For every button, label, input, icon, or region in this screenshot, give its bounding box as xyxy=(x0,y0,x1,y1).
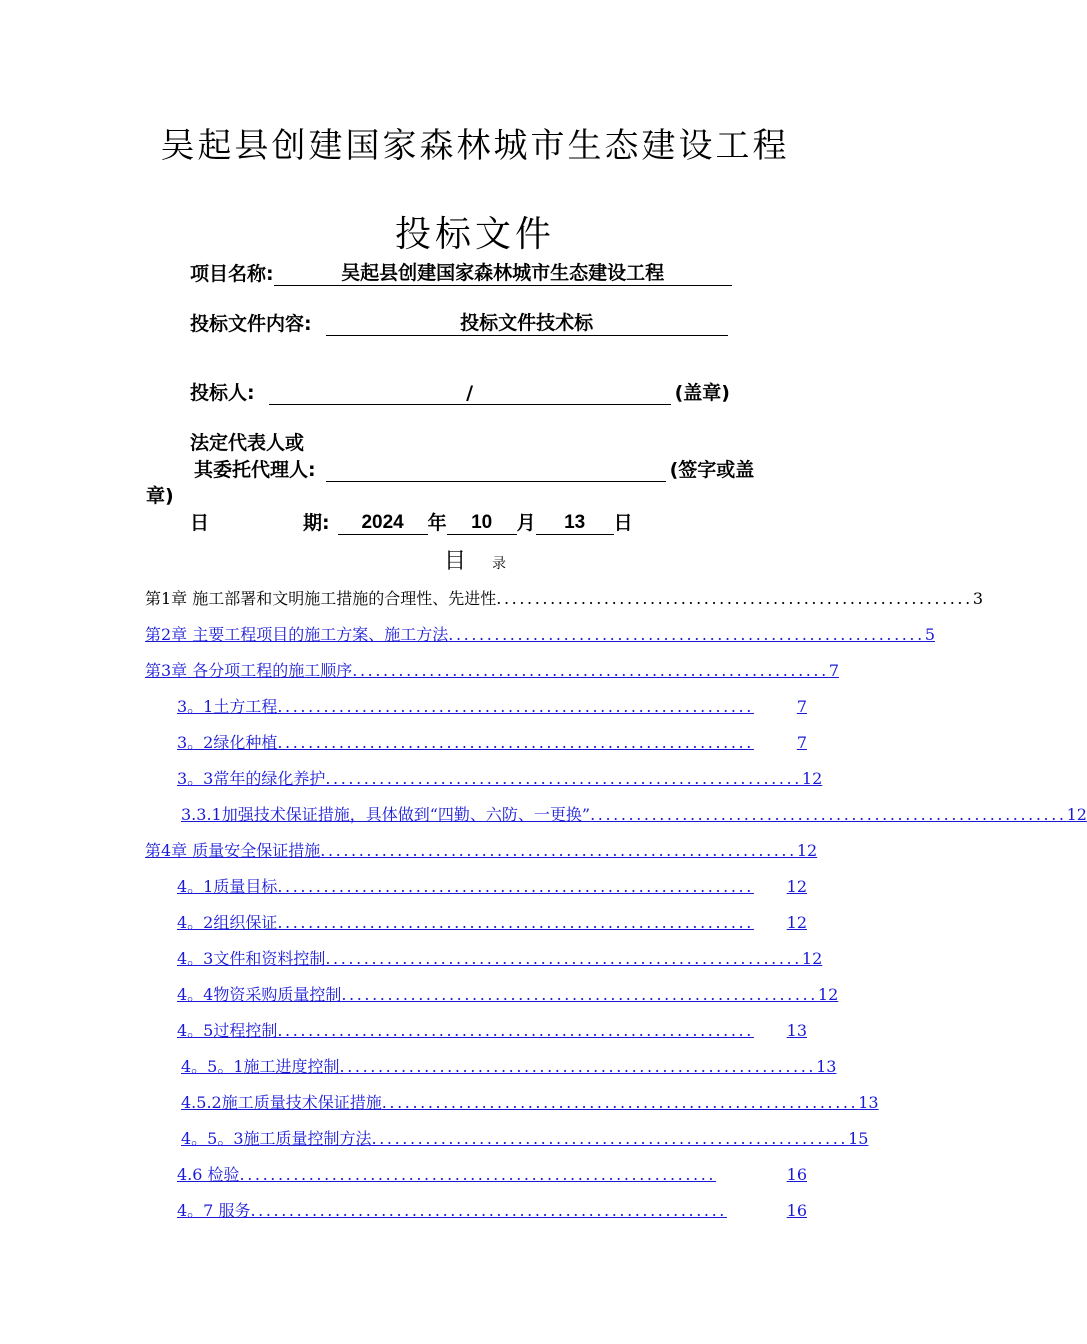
toc-item-text: 3。1土方工程 xyxy=(177,697,278,716)
toc-leader-dots: .............................................................. xyxy=(320,841,797,860)
toc-leader-dots: .............................................................. xyxy=(448,625,925,644)
toc-item-page: 13 xyxy=(786,1021,807,1040)
toc-item-page: 12 xyxy=(817,985,839,1004)
toc-item-page: 12 xyxy=(801,949,823,968)
toc-item-text: 3。2绿化种植 xyxy=(177,733,278,752)
toc-item-text: 4。3文件和资料控制 xyxy=(177,949,326,968)
toc-leader-dots: .............................................................. xyxy=(277,877,754,896)
toc-item-text: 第3章 各分项工程的施工顺序 xyxy=(145,661,353,680)
toc-item-text: 4。2组织保证 xyxy=(177,913,278,932)
date-label-b: 期: xyxy=(303,512,330,534)
toc-item-page: 12 xyxy=(796,841,818,860)
toc-item-page: 15 xyxy=(848,1129,869,1148)
toc-item-ch1[interactable] xyxy=(145,586,983,610)
toc-item-text: 4。7 服务 xyxy=(177,1201,251,1220)
toc-item-page: 16 xyxy=(786,1201,807,1220)
bid-content-label: 投标文件内容: xyxy=(190,313,312,335)
toc-leader-dots: .............................................................. xyxy=(352,661,829,680)
toc-item-4-6[interactable] xyxy=(177,1162,807,1186)
toc-item-4-3[interactable] xyxy=(177,946,823,970)
toc-heading-big: 目 xyxy=(443,549,466,574)
toc-leader-dots: .............................................................. xyxy=(325,769,802,788)
toc-item-page: 5 xyxy=(924,625,935,644)
toc-leader-dots: .............................................................. xyxy=(239,1165,717,1184)
toc-item-4-5-1[interactable] xyxy=(181,1054,837,1078)
bidder-label: 投标人: xyxy=(190,382,255,404)
toc-leader-dots: .............................................................. xyxy=(339,1057,817,1076)
toc-item-3-3-1[interactable] xyxy=(181,802,1087,826)
toc-item-text: 4。4物资采购质量控制 xyxy=(177,985,342,1004)
rep-signature-line xyxy=(326,459,666,482)
date-month: 10 xyxy=(447,512,517,535)
toc-item-text: 3.3.1加强技术保证措施，具体做到“四勤、六防、一更换” xyxy=(181,805,591,824)
rep-label-line2: 其委托代理人: xyxy=(194,459,316,481)
date-day-unit: 日 xyxy=(613,512,633,534)
bid-content-value: 投标文件技术标 xyxy=(326,308,728,336)
toc-item-page: 12 xyxy=(786,913,807,932)
project-name-value: 吴起县创建国家森林城市生态建设工程 xyxy=(274,258,732,286)
toc-item-page: 16 xyxy=(786,1165,807,1184)
toc-item-3-3[interactable] xyxy=(177,766,823,790)
toc-item-4-7[interactable] xyxy=(177,1198,807,1222)
toc-item-page: 3 xyxy=(972,589,983,608)
toc-item-text: 4。5。3施工质量控制方法 xyxy=(181,1129,372,1148)
sign-note: (签字或盖 xyxy=(669,459,755,481)
toc-item-3-2[interactable] xyxy=(177,730,807,754)
toc-item-page: 13 xyxy=(816,1057,837,1076)
bidder-value: / xyxy=(269,382,671,405)
toc-item-4-5-3[interactable] xyxy=(181,1126,869,1150)
toc-item-text: 第4章 质量安全保证措施 xyxy=(145,841,321,860)
toc-item-text: 3。3常年的绿化养护 xyxy=(177,769,326,788)
date-label-a: 日 xyxy=(190,512,210,534)
cover-title-line2: 投标文件 xyxy=(394,214,555,255)
toc-item-3-1[interactable] xyxy=(177,694,807,718)
seal-note: (盖章) xyxy=(674,382,730,404)
toc-leader-dots: .............................................................. xyxy=(277,1021,754,1040)
bidder-row xyxy=(190,378,730,405)
project-name-row xyxy=(190,258,732,286)
toc-item-text: 4。1质量目标 xyxy=(177,877,278,896)
toc-leader-dots: .............................................................. xyxy=(250,1201,727,1220)
toc-leader-dots: .............................................................. xyxy=(496,589,973,608)
date-year-unit: 年 xyxy=(427,512,447,534)
toc-heading-small: 录 xyxy=(492,556,506,572)
toc-leader-dots: .............................................................. xyxy=(590,805,1067,824)
toc-item-text: 4.5.2施工质量技术保证措施 xyxy=(181,1093,382,1112)
toc-item-text: 4。5。1施工进度控制 xyxy=(181,1057,340,1076)
toc-leader-dots: .............................................................. xyxy=(277,697,754,716)
date-month-unit: 月 xyxy=(516,512,536,534)
toc-item-page: 13 xyxy=(858,1093,879,1112)
toc-leader-dots: .............................................................. xyxy=(381,1093,859,1112)
toc-item-text: 第1章 施工部署和文明施工措施的合理性、先进性 xyxy=(145,589,497,608)
toc-leader-dots: .............................................................. xyxy=(277,733,754,752)
toc-item-text: 4。5过程控制 xyxy=(177,1021,278,1040)
date-row xyxy=(190,508,633,535)
toc-heading xyxy=(0,544,950,575)
toc-item-page: 12 xyxy=(1066,805,1087,824)
toc-item-page: 12 xyxy=(801,769,823,788)
toc-leader-dots: .............................................................. xyxy=(371,1129,849,1148)
toc-item-page: 7 xyxy=(828,661,839,680)
cover-title-line1: 吴起县创建国家森林城市生态建设工程 xyxy=(160,126,790,166)
toc-leader-dots: .............................................................. xyxy=(277,913,754,932)
toc-item-page: 7 xyxy=(796,733,807,752)
sign-note-wrap: 章) xyxy=(146,485,174,507)
toc-item-text: 4.6 检验 xyxy=(177,1165,240,1184)
toc-item-text: 第2章 主要工程项目的施工方案、施工方法 xyxy=(145,625,449,644)
toc-item-4-2[interactable] xyxy=(177,910,807,934)
toc-item-4-1[interactable] xyxy=(177,874,807,898)
bid-content-row xyxy=(190,308,728,336)
date-year: 2024 xyxy=(338,512,428,535)
rep-row xyxy=(194,455,754,482)
toc-item-ch2[interactable] xyxy=(145,622,935,646)
toc-item-ch3[interactable] xyxy=(145,658,839,682)
toc-leader-dots: .............................................................. xyxy=(341,985,818,1004)
toc-item-4-4[interactable] xyxy=(177,982,839,1006)
toc-item-4-5-2[interactable] xyxy=(181,1090,879,1114)
toc-item-page: 7 xyxy=(796,697,807,716)
toc-item-4-5[interactable] xyxy=(177,1018,807,1042)
toc-item-page: 12 xyxy=(786,877,807,896)
project-name-label: 项目名称: xyxy=(190,263,274,285)
date-day: 13 xyxy=(536,512,614,535)
rep-label-line1: 法定代表人或 xyxy=(190,432,305,454)
toc-leader-dots: .............................................................. xyxy=(325,949,802,968)
toc-item-ch4[interactable] xyxy=(145,838,818,862)
